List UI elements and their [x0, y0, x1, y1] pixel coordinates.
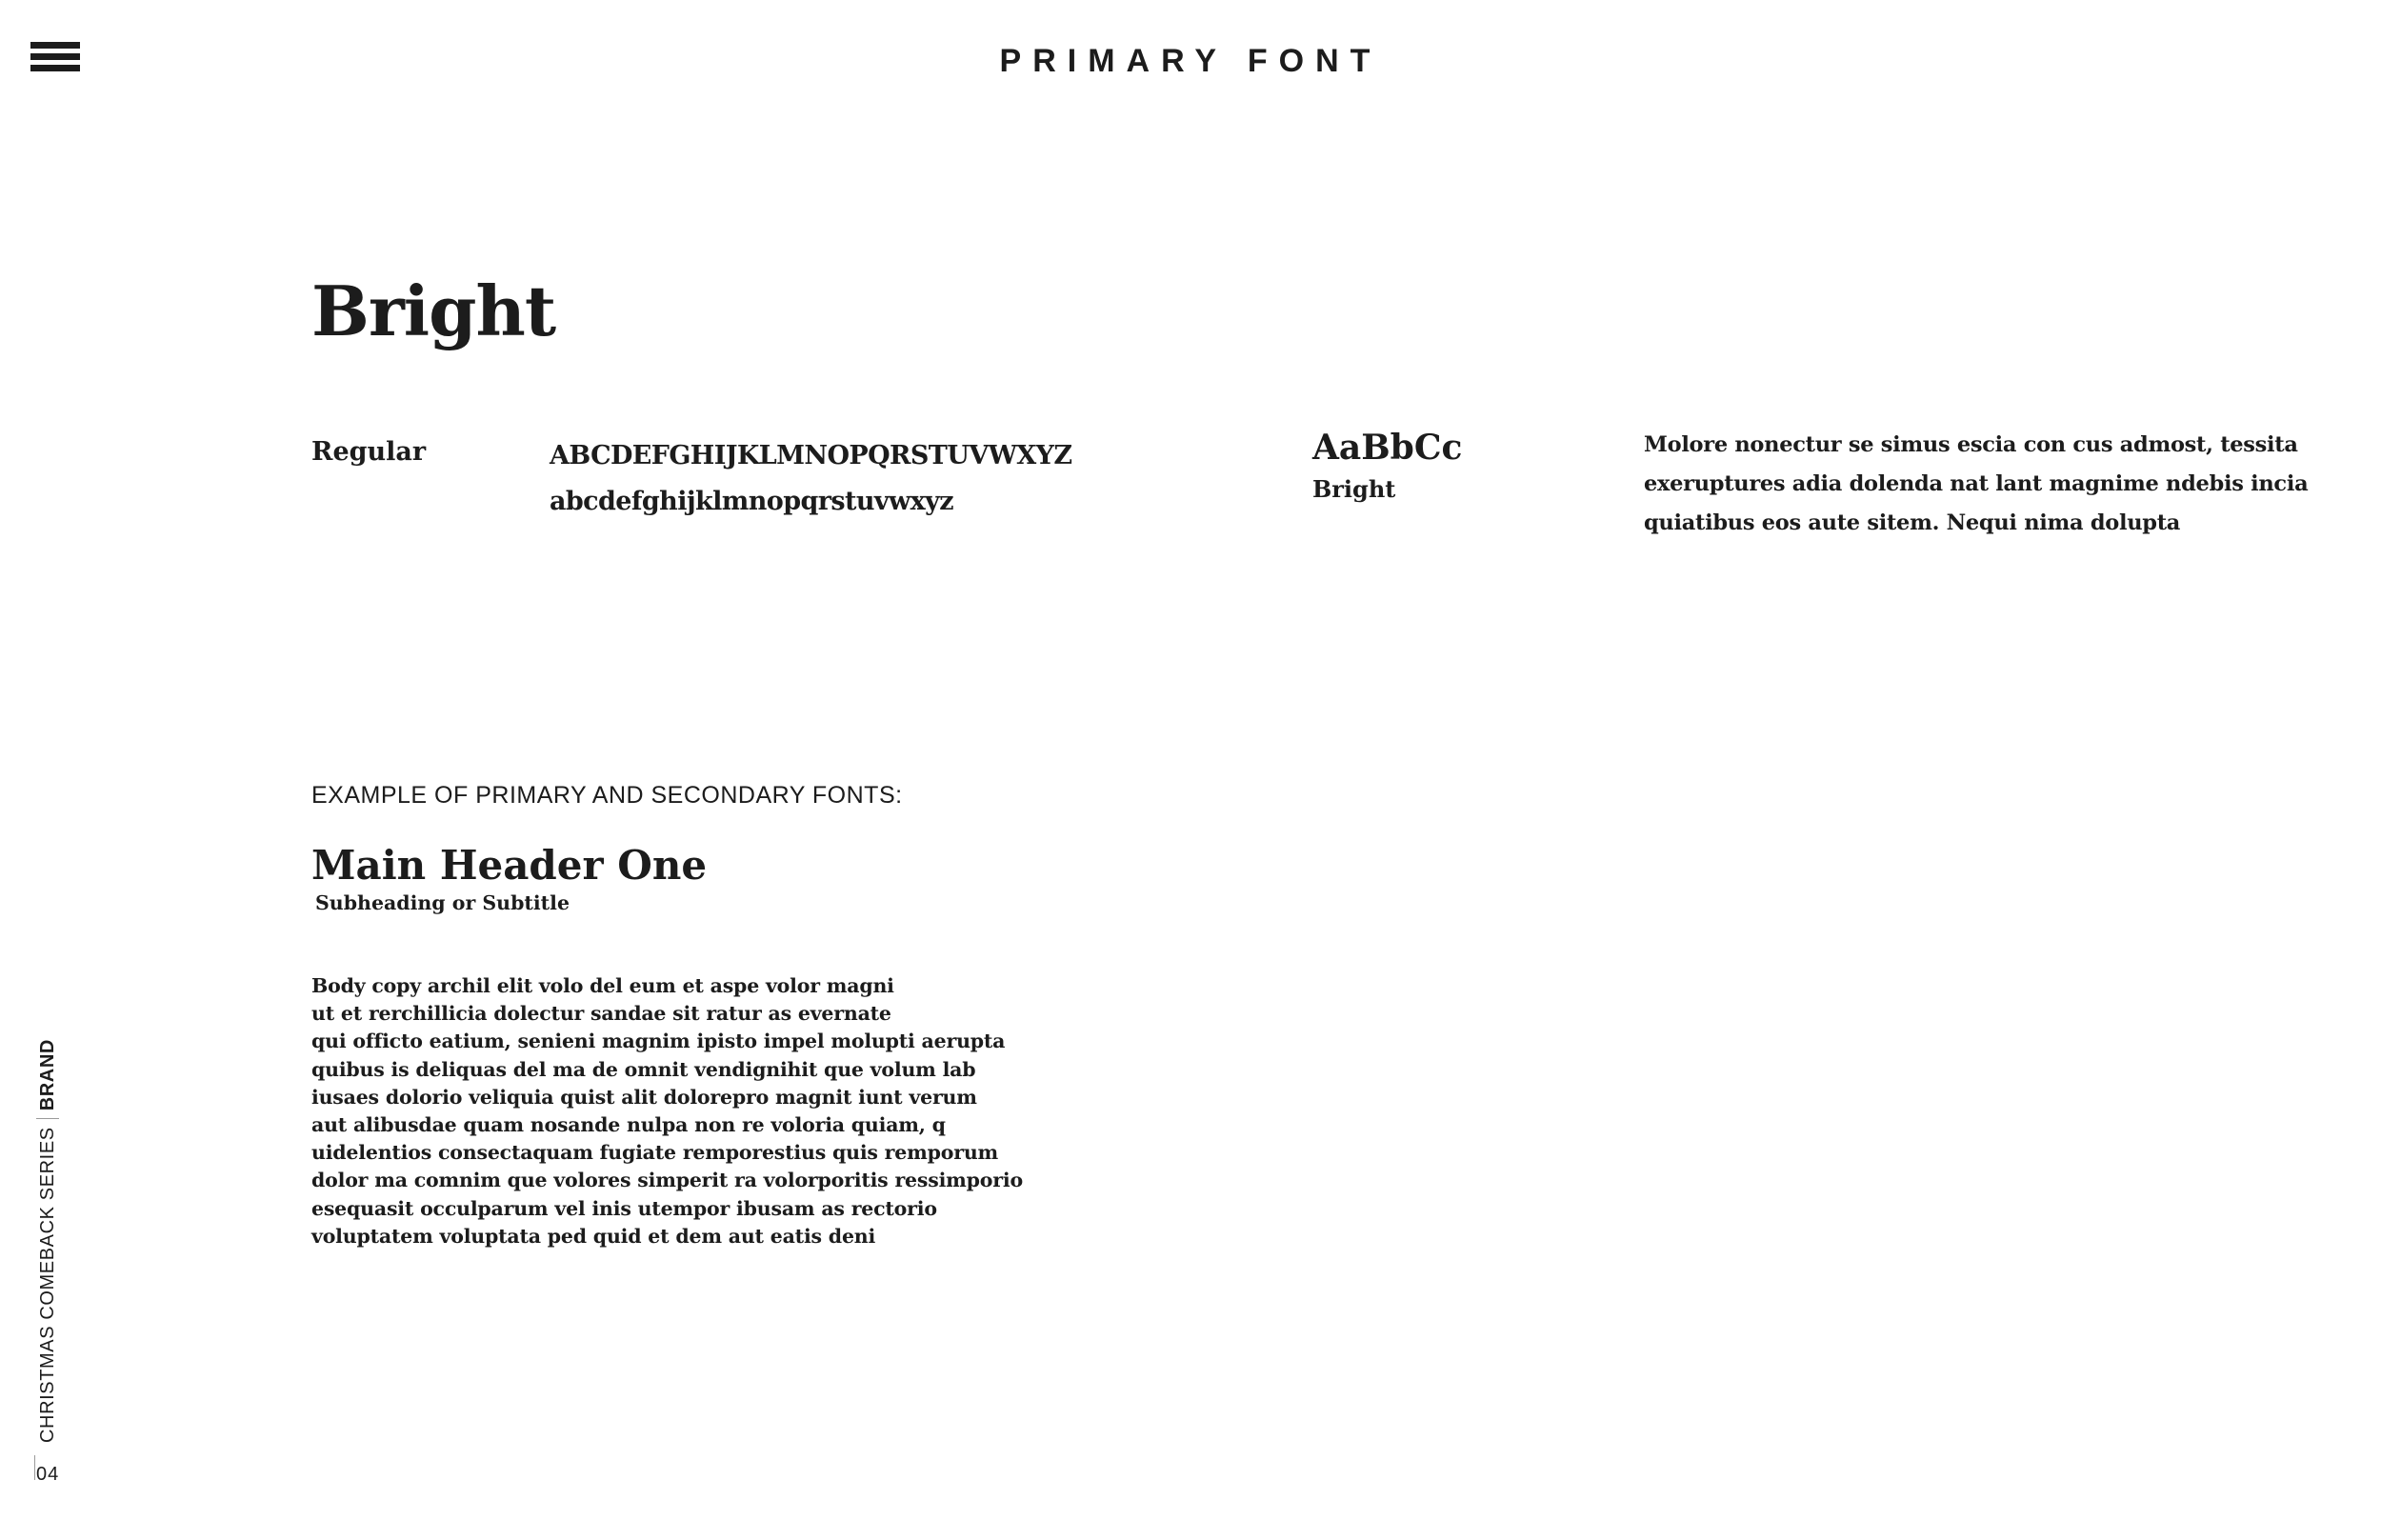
sample-paragraph — [1644, 426, 2330, 543]
example-label: EXAMPLE OF PRIMARY AND SECONDARY FONTS: — [311, 782, 903, 809]
lowercase-alphabet: abcdefghijklmnopqrstuvwxyz — [550, 487, 953, 516]
example-main-header: Main Header One — [311, 842, 708, 889]
section-name: BRAND — [37, 1039, 58, 1111]
example-body-copy — [311, 972, 1035, 1250]
font-weight-label: Regular — [311, 437, 427, 467]
body-copy-line: dolor ma comnim que volores simperit ra volorporitis ressimporio — [311, 1169, 1023, 1192]
sample-paragraph-line: exeruptures adia dolenda nat lant magnime ndebis incia — [1644, 471, 2309, 496]
series-name: CHRISTMAS COMEBACK SERIES — [37, 1127, 58, 1443]
sample-paragraph-line: Molore nonectur se simus escia con cus admost, tessita — [1644, 432, 2298, 457]
sample-glyphs: AaBbCc — [1312, 428, 1463, 468]
body-copy-line: iusaes dolorio veliquia quist alit dolorepro magnit iunt verum — [311, 1085, 977, 1109]
body-copy-line: Body copy archil elit volo del eum et aspe volor magni — [311, 974, 894, 997]
page-number: 04 — [36, 1464, 60, 1485]
sample-paragraph-line: quiatibus eos aute sitem. Nequi nima dolupta — [1644, 510, 2181, 535]
body-copy-line: uidelentios consectaquam fugiate remporestius quis remporum — [311, 1141, 999, 1165]
body-copy-line: esequasit occulparum vel inis utempor ibusam as rectorio — [311, 1196, 937, 1220]
sidebar-section-label — [34, 1039, 61, 1443]
example-subheading: Subheading or Subtitle — [315, 891, 570, 914]
alphabet-specimen — [550, 433, 1071, 525]
sidebar-divider — [36, 1118, 59, 1119]
uppercase-alphabet: ABCDEFGHIJKLMNOPQRSTUVWXYZ — [550, 441, 1072, 470]
page-number-divider — [34, 1455, 35, 1480]
font-name: Bright — [311, 270, 556, 351]
page-title: PRIMARY FONT — [999, 43, 1382, 79]
sample-font-name: Bright — [1312, 475, 1396, 503]
body-copy-line: voluptatem voluptata ped quid et dem aut eatis deni — [311, 1224, 876, 1248]
body-copy-line: aut alibusdae quam nosande nulpa non re voloria quiam, q — [311, 1113, 946, 1137]
body-copy-line: ut et rerchillicia dolectur sandae sit ratur as evernate — [311, 1002, 891, 1026]
body-copy-line: qui officto eatium, senieni magnim ipisto impel molupti aerupta — [311, 1030, 1006, 1053]
body-copy-line: quibus is deliquas del ma de omnit vendignihit que volum lab — [311, 1057, 976, 1081]
